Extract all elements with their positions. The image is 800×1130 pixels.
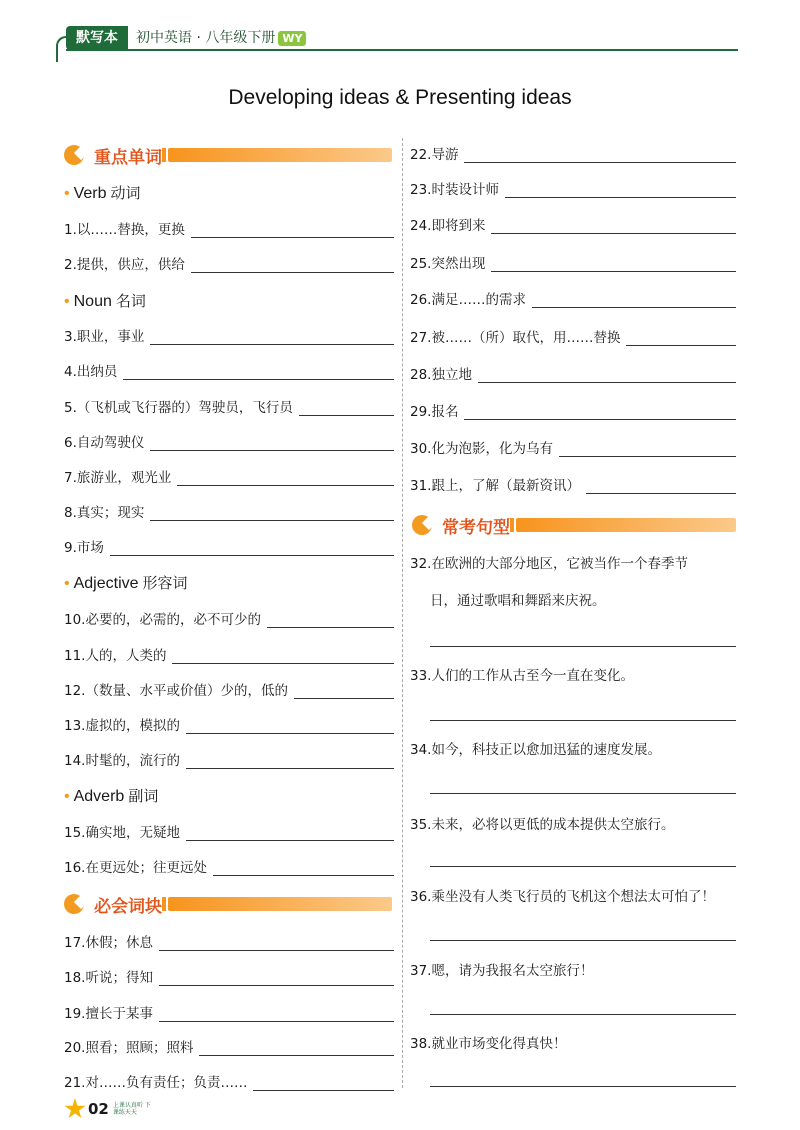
answer-blank[interactable] <box>294 685 394 699</box>
page-number: 02 <box>88 1100 109 1118</box>
category-adverb <box>64 785 158 806</box>
sentence-36: 36.乘坐没有人类飞行员的飞机这个想法太可怕了！ <box>410 889 715 905</box>
section-icon <box>412 515 432 535</box>
answer-blank[interactable] <box>191 224 394 238</box>
item-prompt: 5.（飞机或飞行器的）驾驶员，飞行员 <box>64 400 293 416</box>
page-footer <box>64 1098 153 1120</box>
answer-line-34[interactable] <box>430 793 736 794</box>
category-label-cn: 副词 <box>128 787 159 805</box>
fill-item-14 <box>64 749 394 769</box>
item-prompt: 18.听说；得知 <box>64 970 153 986</box>
answer-blank[interactable] <box>110 542 394 556</box>
sentence-32-line-1: 32.在欧洲的大部分地区，它被当作一个春季节 <box>410 556 688 572</box>
answer-line-33[interactable] <box>430 720 736 721</box>
section-bar <box>168 897 392 911</box>
item-prompt: 7.旅游业，观光业 <box>64 470 172 486</box>
page-title: Developing ideas & Presenting ideas <box>228 86 572 109</box>
item-prompt: 8.真实；现实 <box>64 505 145 521</box>
category-adjective <box>64 572 188 593</box>
item-prompt: 12.（数量、水平或价值）少的，低的 <box>64 683 288 699</box>
fill-item-10 <box>64 608 394 628</box>
answer-blank[interactable] <box>491 220 736 234</box>
item-prompt: 2.提供，供应，供给 <box>64 257 185 273</box>
item-prompt: 1.以……替换，更换 <box>64 222 185 238</box>
answer-line-37[interactable] <box>430 1014 736 1015</box>
fill-item-8 <box>64 501 394 521</box>
fill-item-23 <box>410 178 736 198</box>
answer-blank[interactable] <box>123 366 394 380</box>
fill-item-25 <box>410 252 736 272</box>
fill-item-12 <box>64 679 394 699</box>
fill-item-29 <box>410 400 736 420</box>
header-rule <box>66 49 738 51</box>
section-title: 重点单词 <box>94 147 162 168</box>
item-prompt: 13.虚拟的，模拟的 <box>64 718 180 734</box>
answer-blank[interactable] <box>150 437 394 451</box>
sentence-32-line-2: 日，通过歌唱和舞蹈来庆祝。 <box>430 593 606 609</box>
category-verb <box>64 182 141 203</box>
answer-line-32[interactable] <box>430 646 736 647</box>
item-prompt: 23.时装设计师 <box>410 182 499 198</box>
fill-item-27 <box>410 326 736 346</box>
category-label-en: Noun <box>73 293 112 310</box>
fill-item-13 <box>64 714 394 734</box>
fill-item-22 <box>410 143 736 163</box>
item-prompt: 20.照看；照顾；照料 <box>64 1040 194 1056</box>
answer-blank[interactable] <box>559 443 736 457</box>
fill-item-20 <box>64 1036 394 1056</box>
item-prompt: 21.对……负有责任；负责…… <box>64 1075 248 1091</box>
item-prompt: 15.确实地，无疑地 <box>64 825 180 841</box>
fill-item-1 <box>64 218 394 238</box>
answer-line-38[interactable] <box>430 1086 736 1087</box>
item-prompt: 17.休假；休息 <box>64 935 153 951</box>
answer-blank[interactable] <box>150 331 394 345</box>
answer-blank[interactable] <box>159 972 394 986</box>
item-prompt: 11.人的，人类的 <box>64 648 167 664</box>
item-prompt: 6.自动驾驶仪 <box>64 435 145 451</box>
answer-blank[interactable] <box>186 720 394 734</box>
fill-item-9 <box>64 536 394 556</box>
category-label-en: Adjective <box>73 575 139 592</box>
fill-item-18 <box>64 966 394 986</box>
answer-blank[interactable] <box>586 480 736 494</box>
category-label-en: Adverb <box>73 788 125 805</box>
answer-blank[interactable] <box>267 614 394 628</box>
bullet-icon: • <box>64 575 70 592</box>
item-prompt: 4.出纳员 <box>64 364 118 380</box>
item-prompt: 24.即将到来 <box>410 218 486 234</box>
fill-item-6 <box>64 431 394 451</box>
sentence-33: 33.人们的工作从古至今一直在变化。 <box>410 668 634 684</box>
answer-blank[interactable] <box>186 827 394 841</box>
fill-item-28 <box>410 363 736 383</box>
answer-blank[interactable] <box>186 755 394 769</box>
item-prompt: 3.职业，事业 <box>64 329 145 345</box>
item-prompt: 26.满足……的需求 <box>410 292 526 308</box>
section-bar <box>516 518 736 532</box>
answer-blank[interactable] <box>491 258 736 272</box>
answer-blank[interactable] <box>150 507 394 521</box>
answer-blank[interactable] <box>532 294 736 308</box>
fill-item-24 <box>410 214 736 234</box>
section-icon <box>64 894 84 914</box>
header-subtitle: 初中英语 · 八年级下册 <box>136 30 276 46</box>
item-prompt: 28.独立地 <box>410 367 472 383</box>
bullet-icon: • <box>64 185 70 202</box>
item-prompt: 25.突然出现 <box>410 256 486 272</box>
edition-badge: WY <box>278 31 306 46</box>
item-prompt: 29.报名 <box>410 404 459 420</box>
item-prompt: 10.必要的，必需的，必不可少的 <box>64 612 261 628</box>
item-prompt: 9.市场 <box>64 540 104 556</box>
section-key-sentences <box>412 512 736 538</box>
sentence-37: 37.嗯，请为我报名太空旅行！ <box>410 963 594 979</box>
answer-blank[interactable] <box>177 472 394 486</box>
item-prompt: 22.导游 <box>410 147 459 163</box>
fill-item-26 <box>410 288 736 308</box>
fill-item-17 <box>64 931 394 951</box>
answer-line-35[interactable] <box>430 866 736 867</box>
answer-blank[interactable] <box>505 184 736 198</box>
answer-blank[interactable] <box>253 1077 394 1091</box>
section-title: 常考句型 <box>442 517 510 538</box>
answer-line-36[interactable] <box>430 940 736 941</box>
answer-blank[interactable] <box>299 402 394 416</box>
section-title: 必会词块 <box>94 896 162 917</box>
category-label-cn: 动词 <box>110 184 141 202</box>
item-prompt: 30.化为泡影，化为乌有 <box>410 441 553 457</box>
section-key-words <box>64 142 392 168</box>
answer-blank[interactable] <box>464 406 736 420</box>
answer-blank[interactable] <box>191 259 394 273</box>
sentence-38: 38.就业市场变化得真快！ <box>410 1036 567 1052</box>
fill-item-21 <box>64 1071 394 1091</box>
fill-item-15 <box>64 821 394 841</box>
footer-slogan: 上课认真听 下课练天天 <box>112 1102 151 1116</box>
category-label-cn: 名词 <box>115 292 146 310</box>
item-prompt: 27.被……（所）取代，用……替换 <box>410 330 621 346</box>
fill-item-3 <box>64 325 394 345</box>
fill-item-30 <box>410 437 736 457</box>
answer-blank[interactable] <box>172 650 394 664</box>
answer-blank[interactable] <box>213 862 394 876</box>
sentence-35: 35.未来，必将以更低的成本提供太空旅行。 <box>410 817 675 833</box>
header-tag: 默写本 <box>66 26 128 50</box>
bullet-icon: • <box>64 293 70 310</box>
item-prompt: 31.跟上，了解（最新资讯） <box>410 478 580 494</box>
fill-item-5 <box>64 396 394 416</box>
fill-item-2 <box>64 253 394 273</box>
answer-blank[interactable] <box>464 149 736 163</box>
section-bar <box>168 148 392 162</box>
fill-item-4 <box>64 360 394 380</box>
item-prompt: 14.时髦的，流行的 <box>64 753 180 769</box>
page-header <box>66 26 306 50</box>
fill-item-31 <box>410 474 736 494</box>
bullet-icon: • <box>64 788 70 805</box>
item-prompt: 19.擅长于某事 <box>64 1006 153 1022</box>
answer-blank[interactable] <box>199 1042 394 1056</box>
sentence-34: 34.如今，科技正以愈加迅猛的速度发展。 <box>410 742 661 758</box>
column-divider <box>402 138 403 1088</box>
item-prompt: 16.在更远处；往更远处 <box>64 860 207 876</box>
category-label-cn: 形容词 <box>142 574 188 592</box>
answer-blank[interactable] <box>626 332 736 346</box>
answer-blank[interactable] <box>159 937 394 951</box>
category-noun <box>64 290 146 311</box>
section-icon <box>64 145 84 165</box>
fill-item-7 <box>64 466 394 486</box>
answer-blank[interactable] <box>478 369 736 383</box>
section-key-chunks <box>64 891 392 917</box>
category-label-en: Verb <box>73 185 107 202</box>
fill-item-11 <box>64 644 394 664</box>
answer-blank[interactable] <box>159 1008 394 1022</box>
star-icon <box>64 1098 86 1120</box>
fill-item-19 <box>64 1002 394 1022</box>
fill-item-16 <box>64 856 394 876</box>
